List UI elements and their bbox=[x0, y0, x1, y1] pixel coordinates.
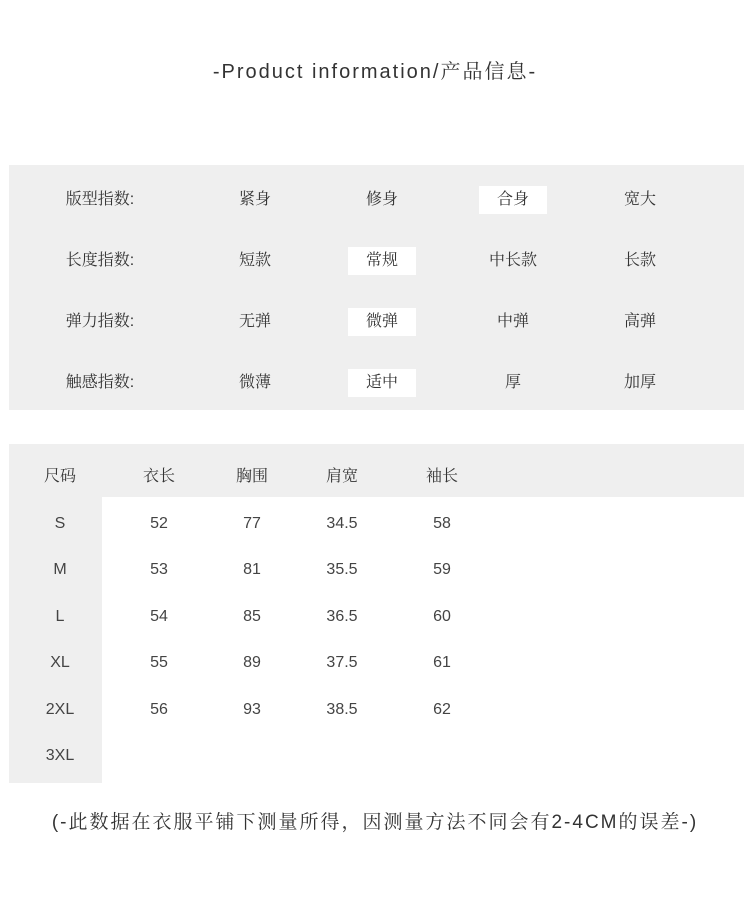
fit-option: 无弹 bbox=[238, 313, 271, 330]
fit-index-panel bbox=[9, 165, 744, 410]
fit-option-selected: 合身 bbox=[479, 186, 547, 214]
table-cell: 53 bbox=[150, 561, 168, 578]
fit-option: 中长款 bbox=[488, 252, 537, 269]
fit-row-label: 版型指数: bbox=[65, 191, 135, 208]
fit-option: 长款 bbox=[623, 252, 656, 269]
fit-row-label: 弹力指数: bbox=[65, 313, 135, 330]
size-table-header: 胸围 bbox=[235, 468, 268, 485]
fit-option: 中弹 bbox=[496, 313, 529, 330]
table-cell: 77 bbox=[243, 515, 261, 532]
fit-option: 微薄 bbox=[238, 374, 271, 391]
fit-option: 紧身 bbox=[238, 191, 271, 208]
size-label: XL bbox=[50, 654, 70, 671]
table-cell: 89 bbox=[243, 654, 261, 671]
table-cell: 56 bbox=[150, 701, 168, 718]
table-cell: 36.5 bbox=[326, 608, 358, 625]
size-label: M bbox=[53, 561, 67, 578]
size-label: L bbox=[55, 608, 65, 625]
fit-option-selected: 常规 bbox=[348, 247, 416, 275]
table-cell: 81 bbox=[243, 561, 261, 578]
table-cell: 61 bbox=[433, 654, 451, 671]
table-cell: 54 bbox=[150, 608, 168, 625]
size-table-size-column-band bbox=[9, 497, 102, 783]
size-label: 2XL bbox=[45, 701, 75, 718]
table-cell: 52 bbox=[150, 515, 168, 532]
table-cell: 60 bbox=[433, 608, 451, 625]
fit-option: 宽大 bbox=[623, 191, 656, 208]
measurement-note: (-此数据在衣服平铺下测量所得，因测量方法不同会有2-4CM的误差-) bbox=[51, 812, 699, 833]
size-table-header: 衣长 bbox=[142, 468, 175, 485]
size-label: 3XL bbox=[45, 747, 75, 764]
table-cell: 55 bbox=[150, 654, 168, 671]
table-cell: 35.5 bbox=[326, 561, 358, 578]
size-table-header: 袖长 bbox=[425, 468, 458, 485]
table-cell: 38.5 bbox=[326, 701, 358, 718]
table-cell: 85 bbox=[243, 608, 261, 625]
fit-row-label: 触感指数: bbox=[65, 374, 135, 391]
fit-option: 厚 bbox=[504, 374, 521, 391]
table-cell: 62 bbox=[433, 701, 451, 718]
fit-option-selected: 适中 bbox=[348, 369, 416, 397]
fit-option: 高弹 bbox=[623, 313, 656, 330]
size-table-header: 尺码 bbox=[43, 468, 76, 485]
table-cell: 58 bbox=[433, 515, 451, 532]
fit-option: 修身 bbox=[365, 191, 398, 208]
table-cell: 34.5 bbox=[326, 515, 358, 532]
table-cell: 93 bbox=[243, 701, 261, 718]
size-table-header: 肩宽 bbox=[325, 468, 358, 485]
fit-option-selected: 微弹 bbox=[348, 308, 416, 336]
fit-option: 加厚 bbox=[623, 374, 656, 391]
table-cell: 37.5 bbox=[326, 654, 358, 671]
fit-option: 短款 bbox=[238, 252, 271, 269]
table-cell: 59 bbox=[433, 561, 451, 578]
page-title: -Product information/产品信息- bbox=[212, 61, 538, 83]
size-label: S bbox=[54, 515, 66, 532]
fit-row-label: 长度指数: bbox=[65, 252, 135, 269]
